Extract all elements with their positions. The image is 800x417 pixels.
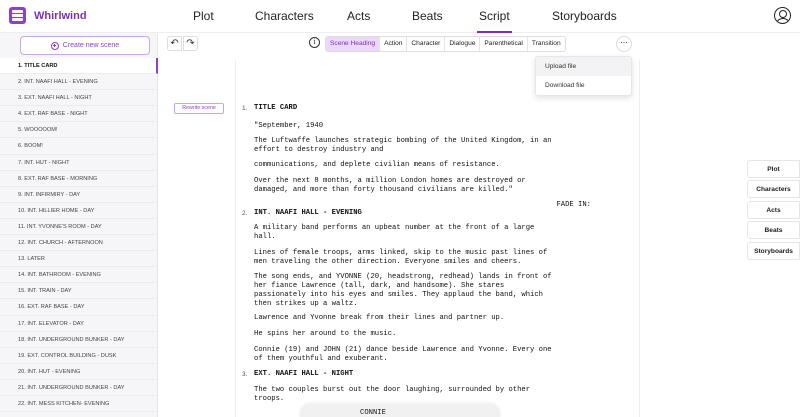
- quick-nav-acts[interactable]: Acts: [747, 201, 800, 219]
- scene-list-item[interactable]: 5. WOOOOOM!: [0, 122, 158, 138]
- scene-list-item[interactable]: 15. INT. TRAIN - DAY: [0, 283, 158, 299]
- action-line[interactable]: He spins her around to the music.: [254, 330, 397, 338]
- rewrite-scene-button[interactable]: Rewrite scene: [174, 103, 224, 114]
- plus-circle-icon: [51, 42, 59, 50]
- scene-number: 3.: [242, 371, 248, 378]
- scene-list-item[interactable]: 3. EXT. NAAFI HALL - NIGHT: [0, 90, 158, 106]
- redo-button[interactable]: ↷: [183, 36, 198, 51]
- info-icon[interactable]: i: [309, 37, 320, 48]
- nav-acts[interactable]: Acts: [347, 9, 371, 23]
- scene-list-item[interactable]: 16. EXT. RAF BASE - DAY: [0, 299, 158, 315]
- top-navigation: [0, 0, 800, 33]
- format-action-button[interactable]: Action: [380, 37, 407, 51]
- action-line[interactable]: The two couples burst out the door laughing, surrounded by other: [254, 386, 531, 394]
- action-line[interactable]: effort to destroy industry and: [254, 146, 384, 154]
- nav-plot[interactable]: Plot: [193, 9, 214, 23]
- action-line[interactable]: The Luftwaffe launches strategic bombing of the United Kingdom, in an: [254, 137, 552, 145]
- scene-list-item[interactable]: 8. EXT. RAF BASE - MORNING: [0, 171, 158, 187]
- scene-heading[interactable]: EXT. NAAFI HALL - NIGHT: [254, 370, 354, 378]
- scene-list: [0, 58, 158, 412]
- action-line[interactable]: Lines of female troops, arms linked, skip to the music past lines of: [254, 249, 548, 257]
- action-line[interactable]: men traveling the other direction. Everyone smiles and cheers.: [254, 258, 522, 266]
- upload-file-menu-item[interactable]: Upload file: [536, 57, 631, 76]
- action-line[interactable]: her fiance Lawrence (tall, dark, and handsome). She stares: [254, 282, 505, 290]
- create-new-scene-label: Create new scene: [62, 42, 120, 49]
- create-new-scene-button[interactable]: [20, 36, 150, 55]
- nav-beats[interactable]: Beats: [412, 9, 443, 23]
- character-line[interactable]: CONNIE: [360, 409, 386, 417]
- scene-list-item[interactable]: 12. INT. CHURCH - AFTERNOON: [0, 235, 158, 251]
- action-line[interactable]: "September, 1940: [254, 122, 324, 130]
- scene-list-item[interactable]: 9. INT. INFIRMIRY - DAY: [0, 187, 158, 203]
- action-line[interactable]: communications, and deplete civilian means of resistance.: [254, 161, 500, 169]
- app-logo[interactable]: [9, 7, 87, 24]
- logo-icon: [9, 7, 26, 24]
- scene-list-item[interactable]: 13. LATER: [0, 251, 158, 267]
- format-character-button[interactable]: Character: [407, 37, 445, 51]
- scene-list-item[interactable]: 10. INT. HILLIER HOME - DAY: [0, 203, 158, 219]
- nav-script[interactable]: Script: [477, 0, 512, 33]
- scene-list-item[interactable]: 4. EXT. RAF BASE - NIGHT: [0, 106, 158, 122]
- action-line[interactable]: Connie (19) and JOHN (21) dance beside Lawrence and Yvonne. Every one: [254, 346, 552, 354]
- scene-list-item[interactable]: 11. INT. YVONNE'S ROOM - DAY: [0, 219, 158, 235]
- scene-list-item[interactable]: 14. INT. BATHROOM - EVENING: [0, 267, 158, 283]
- action-line[interactable]: then strikes up a waltz.: [254, 300, 358, 308]
- action-line[interactable]: hall.: [254, 233, 276, 241]
- scene-list-item[interactable]: 2. INT. NAAFI HALL - EVENING: [0, 74, 158, 90]
- element-format-bar: [325, 36, 566, 52]
- nav-storyboards[interactable]: Storyboards: [552, 9, 617, 23]
- scene-list-item[interactable]: 18. INT. UNDERGROUND BUNKER - DAY: [0, 332, 158, 348]
- scene-list-item[interactable]: 17. INT. ELEVATOR - DAY: [0, 316, 158, 332]
- file-menu-dropdown: [535, 56, 632, 96]
- scene-list-item[interactable]: 19. EXT. CONTROL BUILDING - DUSK: [0, 348, 158, 364]
- scene-list-item[interactable]: 7. INT. HUT - NIGHT: [0, 155, 158, 171]
- scene-list-item[interactable]: 22. INT. MESS KITCHEN- EVENING: [0, 396, 158, 412]
- action-line[interactable]: Over the next 8 months, a million London homes are destroyed or: [254, 177, 526, 185]
- action-line[interactable]: Lawrence and Yvonne break from their lines and partner up.: [254, 314, 505, 322]
- scene-heading[interactable]: INT. NAAFI HALL - EVENING: [254, 209, 362, 217]
- format-parenthetical-button[interactable]: Parenthetical: [480, 37, 528, 51]
- action-line[interactable]: The song ends, and YVONNE (20, headstrong, redhead) lands in front of: [254, 273, 552, 281]
- scene-list-item[interactable]: 1. TITLE CARD: [0, 58, 158, 74]
- action-line[interactable]: passionately into his eyes and smiles. They applaud the band, which: [254, 291, 543, 299]
- scene-list-item[interactable]: 6. BOOM!: [0, 138, 158, 154]
- quick-nav-beats[interactable]: Beats: [747, 221, 800, 239]
- scene-sidebar: [0, 33, 158, 417]
- action-line[interactable]: damaged, and more than forty thousand civilians are killed.": [254, 186, 513, 194]
- undo-button[interactable]: ↶: [167, 36, 182, 51]
- nav-characters[interactable]: Characters: [255, 9, 314, 23]
- scene-heading[interactable]: TITLE CARD: [254, 104, 298, 112]
- quick-nav-stack: [747, 160, 800, 262]
- format-transition-button[interactable]: Transition: [531, 40, 561, 47]
- more-options-button[interactable]: ...: [616, 36, 632, 52]
- format-scene-heading-button[interactable]: Scene Heading: [326, 37, 380, 51]
- action-line[interactable]: of them youthful and exuberant.: [254, 355, 388, 363]
- action-line[interactable]: troops.: [254, 395, 285, 403]
- scene-number: 2.: [242, 210, 248, 217]
- action-line[interactable]: A military band performs an upbeat number at the front of a large: [254, 224, 535, 232]
- transition-line[interactable]: FADE IN:: [556, 201, 591, 209]
- format-dialogue-button[interactable]: Dialogue: [445, 37, 480, 51]
- quick-nav-characters[interactable]: Characters: [747, 180, 800, 198]
- app-name: Whirlwind: [34, 9, 87, 22]
- download-file-menu-item[interactable]: Download file: [545, 82, 585, 89]
- quick-nav-storyboards[interactable]: Storyboards: [747, 242, 800, 260]
- scene-list-item[interactable]: 20. INT. HUT - EVENING: [0, 364, 158, 380]
- scene-number: 1.: [242, 105, 248, 112]
- scene-list-item[interactable]: 21. INT. UNDERGROUND BUNKER - DAY: [0, 380, 158, 396]
- quick-nav-plot[interactable]: Plot: [747, 160, 800, 178]
- user-account-icon[interactable]: [774, 7, 791, 24]
